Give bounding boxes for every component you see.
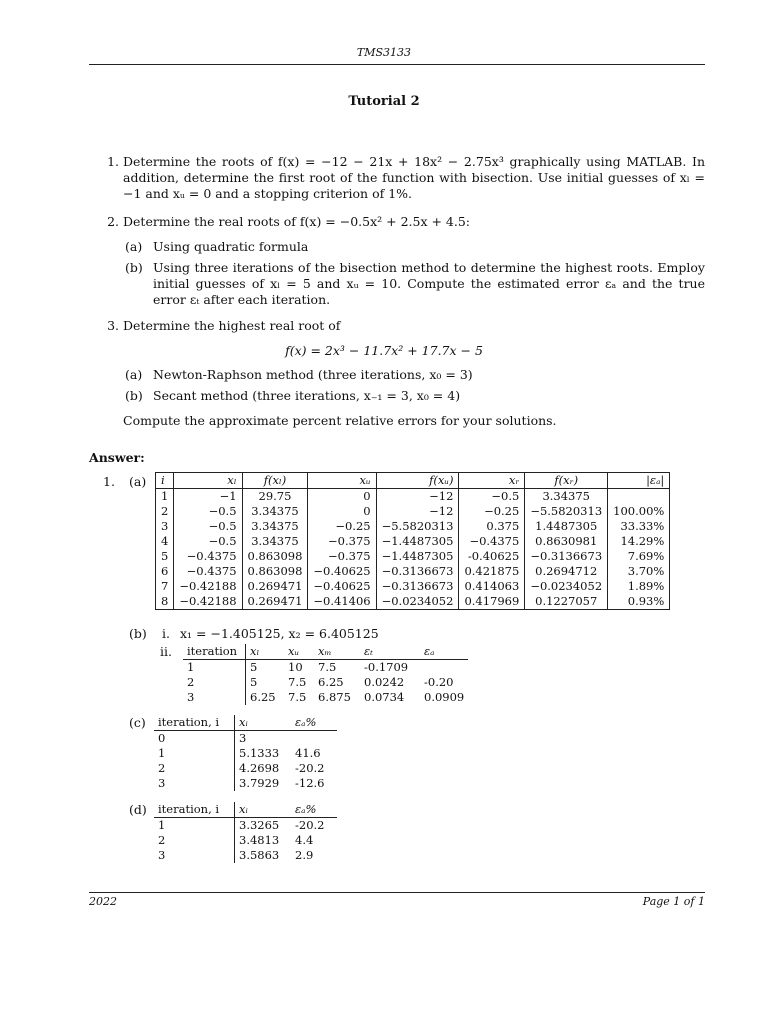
col-header: εₜ xyxy=(360,644,420,660)
table-cell xyxy=(420,660,468,676)
table-cell: 1.4487305 xyxy=(525,519,608,534)
table-cell: 5 xyxy=(250,660,258,674)
table-cell: 5.1333 xyxy=(239,746,280,760)
table-cell: 8 xyxy=(161,594,169,608)
table-cell: 0 xyxy=(308,504,376,519)
table-cell: 0.1227057 xyxy=(525,594,608,610)
table-row xyxy=(156,489,670,505)
q2a-text: Using quadratic formula xyxy=(153,239,309,254)
table-cell: 7.5 xyxy=(288,675,307,689)
table-cell: −0.4375 xyxy=(174,549,242,564)
q3a-text: Newton-Raphson method (three iterations, x₀ = 3) xyxy=(153,367,473,382)
col-header: i xyxy=(156,473,174,489)
table-header-row xyxy=(156,473,670,489)
table-row xyxy=(156,534,670,549)
col-header: εₐ% xyxy=(291,802,337,818)
table-row xyxy=(156,549,670,564)
table-cell: 1 xyxy=(154,818,235,834)
col-header: iteration xyxy=(183,644,246,660)
col-header: iteration, i xyxy=(154,802,235,818)
table-cell: 0.417969 xyxy=(459,594,525,610)
secant-table xyxy=(154,802,337,863)
table-cell: 2.9 xyxy=(295,848,314,862)
table-cell: 3.34375 xyxy=(242,534,308,549)
footer-year: 2022 xyxy=(89,895,117,908)
header-rule xyxy=(89,64,705,65)
table-cell: −5.5820313 xyxy=(525,504,608,519)
table-cell: −0.3136673 xyxy=(376,579,459,594)
answer-b-i-text: x₁ = −1.405125, x₂ = 6.405125 xyxy=(180,626,379,641)
col-header: xₘ xyxy=(314,644,360,660)
table-cell: 4 xyxy=(161,534,169,548)
table-cell: −12 xyxy=(376,489,459,505)
table-cell: 7.5 xyxy=(288,690,307,704)
table-cell: −0.0234052 xyxy=(376,594,459,610)
col-header: εₐ xyxy=(420,644,468,660)
table-cell: 0.421875 xyxy=(459,564,525,579)
table-cell: 1 xyxy=(183,660,246,676)
table-cell: −0.41406 xyxy=(308,594,376,610)
table-cell: 3.34375 xyxy=(242,504,308,519)
col-header: xₗ xyxy=(246,644,285,660)
q3-equation: f(x) = 2x³ − 11.7x² + 17.7x − 5 xyxy=(285,343,483,358)
answer-b-label: (b) xyxy=(129,626,147,641)
table-row xyxy=(183,675,468,690)
table-header-row xyxy=(154,802,337,818)
table-cell: 6.25 xyxy=(318,675,344,689)
page-title: Tutorial 2 xyxy=(348,94,420,109)
q3-text: Determine the highest real root of xyxy=(123,318,341,333)
q2-text: Determine the real roots of f(x) = −0.5x² + 2.5x + 4.5: xyxy=(123,214,471,229)
table-header-row xyxy=(154,715,337,731)
q2a-label: (a) xyxy=(125,239,143,254)
bisection-table-b xyxy=(183,644,468,705)
q2-number: 2. xyxy=(107,214,119,229)
table-cell: −0.4375 xyxy=(459,534,525,549)
table-cell: 3 xyxy=(161,519,169,533)
table-cell: 1 xyxy=(154,746,235,761)
table-cell: 5 xyxy=(161,549,169,563)
q3-closing: Compute the approximate percent relative errors for your solutions. xyxy=(123,413,557,428)
col-header: |εₐ| xyxy=(608,473,670,489)
table-cell: 1.89% xyxy=(608,579,670,594)
table-cell: 3.4813 xyxy=(239,833,280,847)
table-cell: 7.5 xyxy=(318,660,337,674)
table-header-row xyxy=(183,644,468,660)
answer-d-label: (d) xyxy=(129,802,147,817)
table-cell: −12 xyxy=(376,504,459,519)
table-row xyxy=(183,660,468,676)
table-cell: 4.2698 xyxy=(239,761,280,775)
course-code: TMS3133 xyxy=(356,46,412,59)
answer-heading: Answer: xyxy=(89,450,145,465)
table-cell: 3.5863 xyxy=(239,848,280,862)
table-cell: 3 xyxy=(239,731,247,745)
table-cell: −0.42188 xyxy=(174,579,242,594)
col-header: εₐ% xyxy=(291,715,337,731)
table-cell: −5.5820313 xyxy=(376,519,459,534)
table-cell: 6 xyxy=(161,564,169,578)
table-cell: 0.93% xyxy=(608,594,670,610)
answer-b-ii-label: ii. xyxy=(160,644,172,659)
col-header: xₗ xyxy=(174,473,242,489)
table-cell: -0.40625 xyxy=(459,549,525,564)
table-cell: 2 xyxy=(154,761,235,776)
table-cell: −0.375 xyxy=(308,534,376,549)
table-cell: −0.5 xyxy=(174,504,242,519)
table-cell: 3 xyxy=(183,690,246,705)
answer-a-label: (a) xyxy=(129,474,147,489)
answer-c-label: (c) xyxy=(129,715,146,730)
table-cell xyxy=(608,489,670,505)
table-cell: 0.0734 xyxy=(364,690,405,704)
table-row xyxy=(183,690,468,705)
table-cell: 3 xyxy=(154,776,235,791)
table-cell: 2 xyxy=(161,504,169,518)
table-cell: 3.34375 xyxy=(525,489,608,505)
q2b-label: (b) xyxy=(125,260,143,275)
table-cell: 7 xyxy=(161,579,169,593)
table-row xyxy=(154,746,337,761)
table-cell: 0.2694712 xyxy=(525,564,608,579)
table-row xyxy=(156,519,670,534)
table-cell: -12.6 xyxy=(295,776,325,790)
bisection-table xyxy=(155,472,670,610)
table-cell: −1.4487305 xyxy=(376,549,459,564)
table-cell: 7.69% xyxy=(608,549,670,564)
table-row xyxy=(156,594,670,610)
table-cell: −0.42188 xyxy=(174,594,242,610)
table-cell: −0.5 xyxy=(459,489,525,505)
table-row xyxy=(154,776,337,791)
table-row xyxy=(154,731,337,747)
table-cell: 0.375 xyxy=(459,519,525,534)
q3b-label: (b) xyxy=(125,388,143,403)
table-cell: 6.25 xyxy=(250,690,276,704)
col-header: xᵢ xyxy=(235,802,292,818)
table-cell: 0.269471 xyxy=(242,594,308,610)
table-cell: 3.34375 xyxy=(242,519,308,534)
table-cell: 0.0909 xyxy=(424,690,465,704)
table-cell: −0.40625 xyxy=(308,564,376,579)
table-cell: −0.5 xyxy=(174,519,242,534)
table-cell: -0.20 xyxy=(424,675,454,689)
table-cell: −0.3136673 xyxy=(376,564,459,579)
col-header: iteration, i xyxy=(154,715,235,731)
table-cell: 0.414063 xyxy=(459,579,525,594)
table-row xyxy=(154,833,337,848)
table-cell: −0.25 xyxy=(308,519,376,534)
col-header: xᵣ xyxy=(459,473,525,489)
footer-page-number: Page 1 of 1 xyxy=(642,895,705,908)
table-cell: 2 xyxy=(183,675,246,690)
table-cell: −0.0234052 xyxy=(525,579,608,594)
col-header: xᵢ xyxy=(235,715,292,731)
footer-rule xyxy=(89,892,705,893)
table-cell: 0.269471 xyxy=(242,579,308,594)
q1-text: Determine the roots of f(x) = −12 − 21x + 18x² − 2.75x³ graphically using MATLAB. In addition, determine the first root of the function with bisection. Use initial guesses of xₗ = −1 and xᵤ = 0 and a stopping criterion of 1%. xyxy=(123,154,705,201)
table-cell: 6.875 xyxy=(318,690,351,704)
table-cell: 0 xyxy=(154,731,235,747)
col-header: xᵤ xyxy=(308,473,376,489)
answer-b-i-label: i. xyxy=(162,626,170,641)
table-cell: −1.4487305 xyxy=(376,534,459,549)
table-cell: −0.3136673 xyxy=(525,549,608,564)
table-cell: 2 xyxy=(154,833,235,848)
q2b-text: Using three iterations of the bisection method to determine the highest roots. Employ initial guesses of xₗ = 5 and xᵤ = 10. Compute the estimated error εₐ and the true error εₜ after each iteration. xyxy=(153,260,705,307)
table-cell: −0.375 xyxy=(308,549,376,564)
q1-number: 1. xyxy=(107,154,119,169)
table-cell: -0.1709 xyxy=(364,660,409,674)
col-header: xᵤ xyxy=(284,644,314,660)
col-header: f(xₗ) xyxy=(242,473,308,489)
table-cell: 0.863098 xyxy=(242,564,308,579)
table-cell: 0.8630981 xyxy=(525,534,608,549)
col-header: f(xᵤ) xyxy=(376,473,459,489)
table-cell: 3.3265 xyxy=(239,818,280,832)
table-cell: −0.4375 xyxy=(174,564,242,579)
table-cell: -20.2 xyxy=(295,761,325,775)
table-cell: 29.75 xyxy=(242,489,308,505)
table-cell: −1 xyxy=(174,489,242,505)
table-cell: 3.70% xyxy=(608,564,670,579)
table-cell: 33.33% xyxy=(608,519,670,534)
table-cell: 5 xyxy=(250,675,258,689)
table-cell: 0.863098 xyxy=(242,549,308,564)
table-cell: 1 xyxy=(161,489,169,503)
table-row xyxy=(156,564,670,579)
table-row xyxy=(154,848,337,863)
table-cell: 4.4 xyxy=(295,833,314,847)
table-cell: −0.5 xyxy=(174,534,242,549)
newton-table xyxy=(154,715,337,791)
table-cell: −0.40625 xyxy=(308,579,376,594)
table-row xyxy=(156,504,670,519)
col-header: f(xᵣ) xyxy=(525,473,608,489)
table-cell: 10 xyxy=(288,660,303,674)
table-cell: 0.0242 xyxy=(364,675,405,689)
table-row xyxy=(154,761,337,776)
q3a-label: (a) xyxy=(125,367,143,382)
table-cell: 14.29% xyxy=(608,534,670,549)
q3-number: 3. xyxy=(107,318,119,333)
table-cell xyxy=(291,731,337,747)
table-cell: 41.6 xyxy=(295,746,321,760)
table-cell: −0.25 xyxy=(459,504,525,519)
table-cell: 3 xyxy=(154,848,235,863)
q3b-text: Secant method (three iterations, x₋₁ = 3, x₀ = 4) xyxy=(153,388,461,403)
table-row xyxy=(154,818,337,834)
table-cell: 3.7929 xyxy=(239,776,280,790)
table-cell: 0 xyxy=(308,489,376,505)
table-cell: -20.2 xyxy=(295,818,325,832)
answer-number: 1. xyxy=(103,474,115,489)
table-row xyxy=(156,579,670,594)
table-cell: 100.00% xyxy=(608,504,670,519)
